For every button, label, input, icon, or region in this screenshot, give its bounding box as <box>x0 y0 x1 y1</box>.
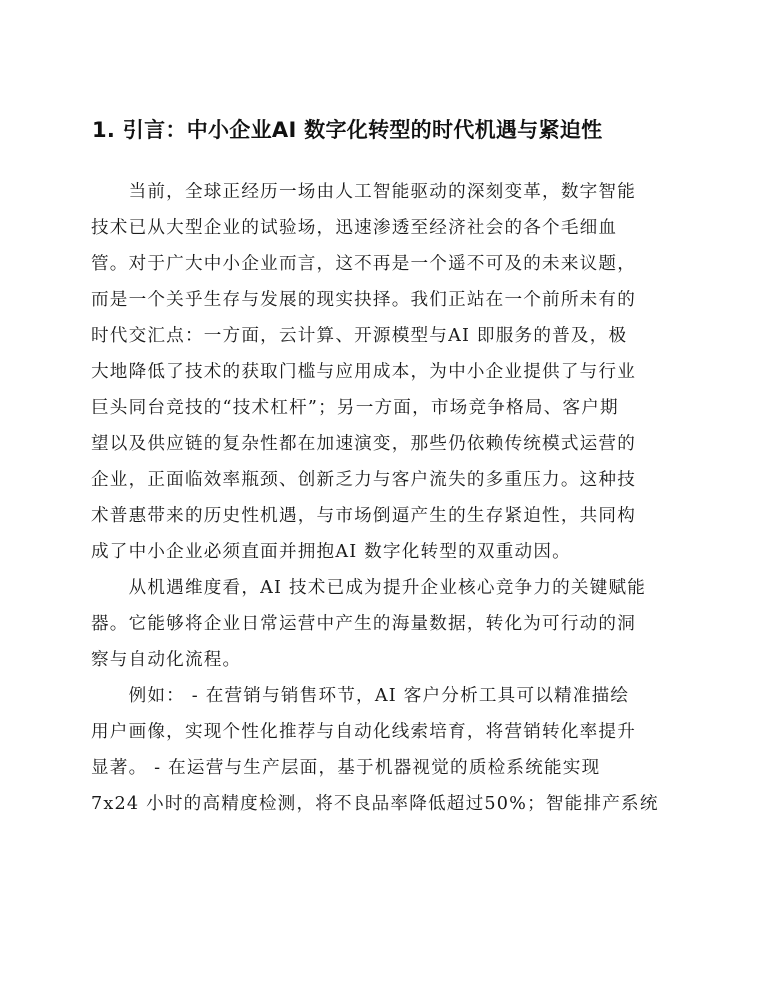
body-line: 时代交汇点：一方面，云计算、开源模型与AI 即服务的普及，极 <box>91 326 628 346</box>
body-line: 术普惠带来的历史性机遇，与市场倒逼产生的生存紧迫性，共同构 <box>91 506 637 526</box>
section-heading: 1. 引言：中小企业AI 数字化转型的时代机遇与紧迫性 <box>92 118 603 142</box>
body-line: 7x24 小时的高精度检测，将不良品率降低超过50%；智能排产系统 <box>91 794 659 814</box>
body-line: 大地降低了技术的获取门槛与应用成本，为中小企业提供了与行业 <box>91 362 637 382</box>
body-line: 企业，正面临效率瓶颈、创新乏力与客户流失的多重压力。这种技 <box>91 470 637 490</box>
body-line: 例如： - 在营销与销售环节，AI 客户分析工具可以精准描绘 <box>91 686 630 706</box>
body-line: 成了中小企业必须直面并拥抱AI 数字化转型的双重动因。 <box>91 542 571 562</box>
body-line: 望以及供应链的复杂性都在加速演变，那些仍依赖传统模式运营的 <box>91 434 637 454</box>
body-line: 而是一个关乎生存与发展的现实抉择。我们正站在一个前所未有的 <box>91 290 637 310</box>
body-line: 用户画像，实现个性化推荐与自动化线索培育，将营销转化率提升 <box>91 722 637 742</box>
body-line: 器。它能够将企业日常运营中产生的海量数据，转化为可行动的洞 <box>91 614 637 634</box>
body-line: 管。对于广大中小企业而言，这不再是一个遥不可及的未来议题， <box>91 254 637 274</box>
body-line: 当前，全球正经历一场由人工智能驱动的深刻变革，数字智能 <box>91 182 637 202</box>
body-line: 察与自动化流程。 <box>91 650 242 670</box>
body-line: 巨头同台竞技的“技术杠杆”；另一方面，市场竞争格局、客户期 <box>91 398 619 418</box>
body-line: 显著。 - 在运营与生产层面，基于机器视觉的质检系统能实现 <box>91 758 601 778</box>
body-line: 技术已从大型企业的试验场，迅速渗透至经济社会的各个毛细血 <box>91 218 618 238</box>
body-line: 从机遇维度看，AI 技术已成为提升企业核心竞争力的关键赋能 <box>91 578 647 598</box>
